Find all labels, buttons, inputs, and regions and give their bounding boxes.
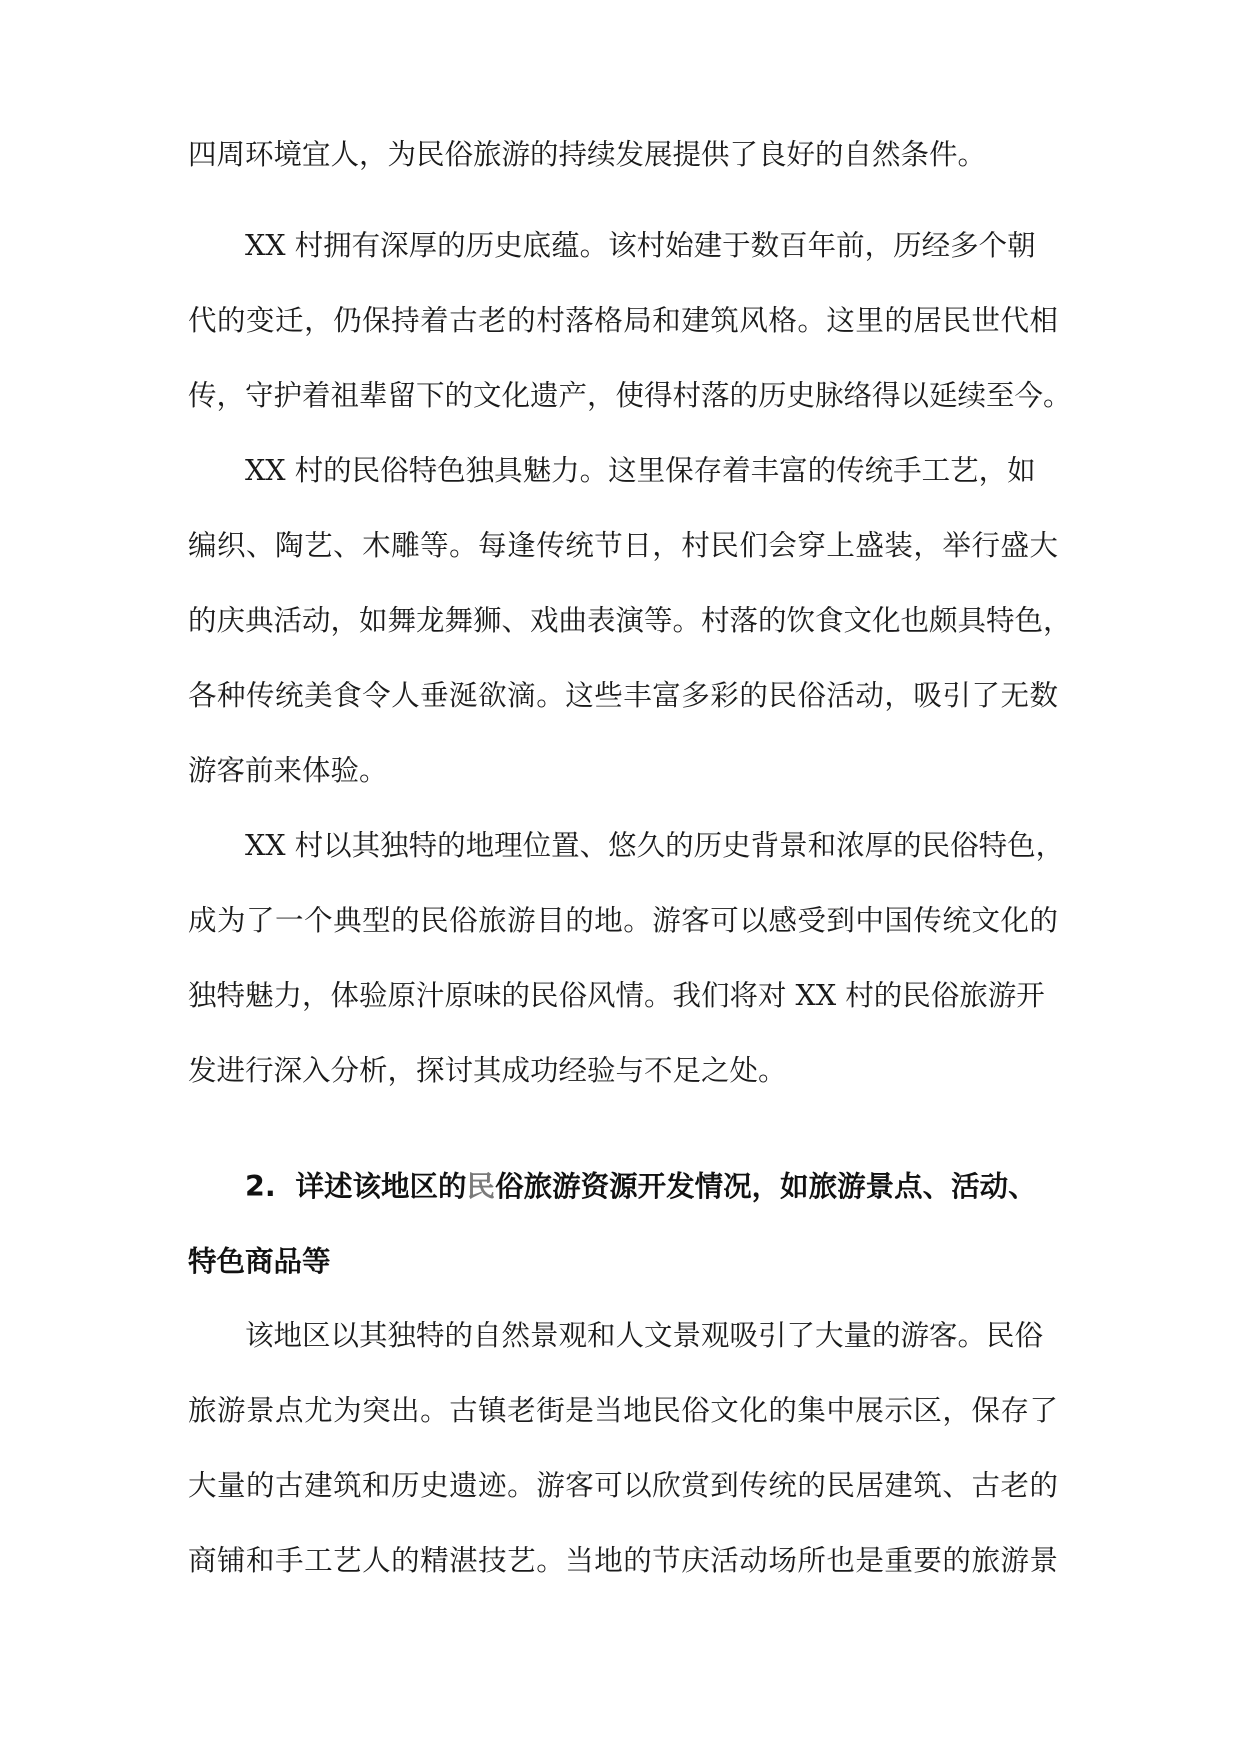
paragraph-line: 编织、陶艺、木雕等。每逢传统节日，村民们会穿上盛装，举行盛大	[188, 529, 1058, 562]
paragraph-line: XX 村的民俗特色独具魅力。这里保存着丰富的传统手工艺，如	[245, 454, 1036, 487]
section-number: 2.	[245, 1170, 276, 1203]
paragraph-line: XX 村拥有深厚的历史底蕴。该村始建于数百年前，历经多个朝	[245, 229, 1036, 262]
paragraph-line: 成为了一个典型的民俗旅游目的地。游客可以感受到中国传统文化的	[188, 904, 1058, 937]
heading-text-part: 详述该地区的	[295, 1170, 467, 1203]
paragraph-line: XX 村以其独特的地理位置、悠久的历史背景和浓厚的民俗特色，	[245, 829, 1065, 862]
paragraph-line: 该地区以其独特的自然景观和人文景观吸引了大量的游客。民俗	[245, 1319, 1044, 1352]
paragraph-line: 旅游景点尤为突出。古镇老街是当地民俗文化的集中展示区，保存了	[188, 1394, 1058, 1427]
paragraph-line: 四周环境宜人，为民俗旅游的持续发展提供了良好的自然条件。	[188, 138, 987, 171]
paragraph-line: 游客前来体验。	[188, 754, 388, 787]
paragraph-line: 大量的古建筑和历史遗迹。游客可以欣赏到传统的民居建筑、古老的	[188, 1469, 1058, 1502]
paragraph-line: 的庆典活动，如舞龙舞狮、戏曲表演等。村落的饮食文化也颇具特色，	[188, 604, 1072, 637]
paragraph-line: 发进行深入分析，探讨其成功经验与不足之处。	[188, 1054, 787, 1087]
document-body	[188, 0, 1072, 1754]
section-heading-line: 特色商品等	[188, 1245, 331, 1278]
heading-text-faded: 民	[466, 1170, 496, 1203]
paragraph-line: 独特魅力，体验原汁原味的民俗风情。我们将对 XX 村的民俗旅游开	[188, 979, 1045, 1012]
paragraph-line: 传，守护着祖辈留下的文化遗产，使得村落的历史脉络得以延续至今。	[188, 379, 1072, 412]
paragraph-line: 各种传统美食令人垂涎欲滴。这些丰富多彩的民俗活动，吸引了无数	[188, 679, 1058, 712]
paragraph-line: 商铺和手工艺人的精湛技艺。当地的节庆活动场所也是重要的旅游景	[188, 1544, 1058, 1577]
section-heading-line	[245, 1170, 1037, 1203]
paragraph-line: 代的变迁，仍保持着古老的村落格局和建筑风格。这里的居民世代相	[188, 304, 1058, 337]
heading-text-part: 俗旅游资源开发情况，如旅游景点、活动、	[495, 1170, 1037, 1203]
